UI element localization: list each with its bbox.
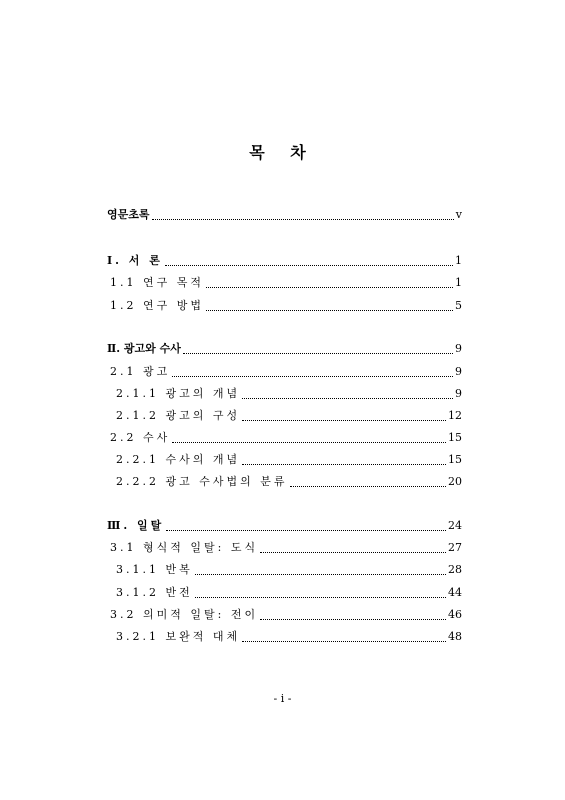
dot-leader [260, 619, 446, 620]
dot-leader [152, 219, 454, 220]
dot-leader [165, 265, 453, 266]
toc-entry-2-2[interactable] [110, 430, 462, 446]
toc-entry-page: 27 [448, 541, 462, 554]
toc-entry-page: 20 [448, 475, 462, 488]
toc-entry-label: 1.2 연구 방법 [110, 299, 204, 312]
toc-entry-page: 9 [455, 365, 462, 378]
dot-leader [242, 641, 446, 642]
toc-entry-page: 1 [455, 254, 462, 267]
toc-entry-page: 15 [448, 453, 462, 466]
toc-entry-page: 46 [448, 608, 462, 621]
toc-entry-label: 3.1.1 반복 [116, 563, 193, 576]
toc-entry-3-1-2[interactable] [116, 585, 462, 601]
toc-entry-label: 3.2 의미적 일탈: 전이 [110, 608, 259, 621]
toc-entry-page: 28 [448, 563, 462, 576]
toc-entry-page: 9 [455, 342, 462, 355]
dot-leader [260, 552, 446, 553]
dot-leader [290, 486, 447, 487]
toc-entry-page: 24 [448, 519, 462, 532]
toc-entry-chapter-3[interactable] [107, 518, 462, 534]
dot-leader [195, 574, 446, 575]
dot-leader [195, 597, 446, 598]
toc-entry-label: 3.1 형식적 일탈: 도식 [110, 541, 259, 554]
toc-entry-1-2[interactable] [110, 298, 462, 314]
toc-entry-page: 12 [448, 409, 462, 422]
toc-entry-3-1[interactable] [110, 540, 462, 556]
toc-entry-3-1-1[interactable] [116, 562, 462, 578]
page-number-footer: - i - [273, 692, 292, 705]
toc-entry-label: 1.1 연구 목적 [110, 276, 204, 289]
toc-entry-3-2[interactable] [110, 607, 462, 623]
toc-entry-label: 2.1.1 광고의 개념 [116, 387, 241, 400]
toc-entry-page: v [455, 208, 462, 221]
toc-entry-label: 3.2.1 보완적 대체 [116, 630, 241, 643]
toc-entry-label: 2.1.2 광고의 구성 [116, 409, 241, 422]
toc-entry-2-1-2[interactable] [116, 408, 462, 424]
toc-entry-chapter-1[interactable] [107, 253, 462, 269]
dot-leader [242, 464, 446, 465]
dot-leader [166, 530, 446, 531]
toc-entry-2-2-2[interactable] [116, 474, 462, 490]
toc-entry-2-1[interactable] [110, 364, 462, 380]
toc-entry-page: 15 [448, 431, 462, 444]
toc-entry-page: 9 [455, 387, 462, 400]
toc-entry-page: 44 [448, 586, 462, 599]
toc-entry-label: 2.2 수사 [110, 431, 171, 444]
toc-entry-2-1-1[interactable] [116, 386, 462, 402]
toc-entry-1-1[interactable] [110, 275, 462, 291]
toc-entry-3-2-1[interactable] [116, 629, 462, 645]
toc-entry-label: 2.1 광고 [110, 365, 171, 378]
toc-entry-label: 2.2.2 광고 수사법의 분류 [116, 475, 288, 488]
toc-entry-label: 영문초록 [107, 208, 150, 221]
toc-entry-page: 48 [448, 630, 462, 643]
dot-leader [206, 287, 453, 288]
dot-leader [183, 353, 453, 354]
dot-leader [206, 310, 453, 311]
toc-entry-page: 5 [455, 299, 462, 312]
toc-entry-label: 3.1.2 반전 [116, 586, 193, 599]
dot-leader [172, 376, 453, 377]
toc-entry-2-2-1[interactable] [116, 452, 462, 468]
toc-entry-chapter-2[interactable] [107, 341, 462, 357]
dot-leader [242, 420, 446, 421]
dot-leader [242, 398, 453, 399]
toc-entry-label: Ⅱ. 광고와 수사 [107, 342, 181, 355]
toc-entry-english-abstract[interactable] [107, 207, 462, 223]
toc-entry-label: 2.2.1 수사의 개념 [116, 453, 241, 466]
dot-leader [172, 442, 446, 443]
toc-entry-label: Ⅲ. 일탈 [107, 519, 165, 532]
page-title: 목 차 [249, 143, 316, 162]
toc-entry-page: 1 [455, 276, 462, 289]
toc-entry-label: Ⅰ. 서 론 [107, 254, 163, 267]
